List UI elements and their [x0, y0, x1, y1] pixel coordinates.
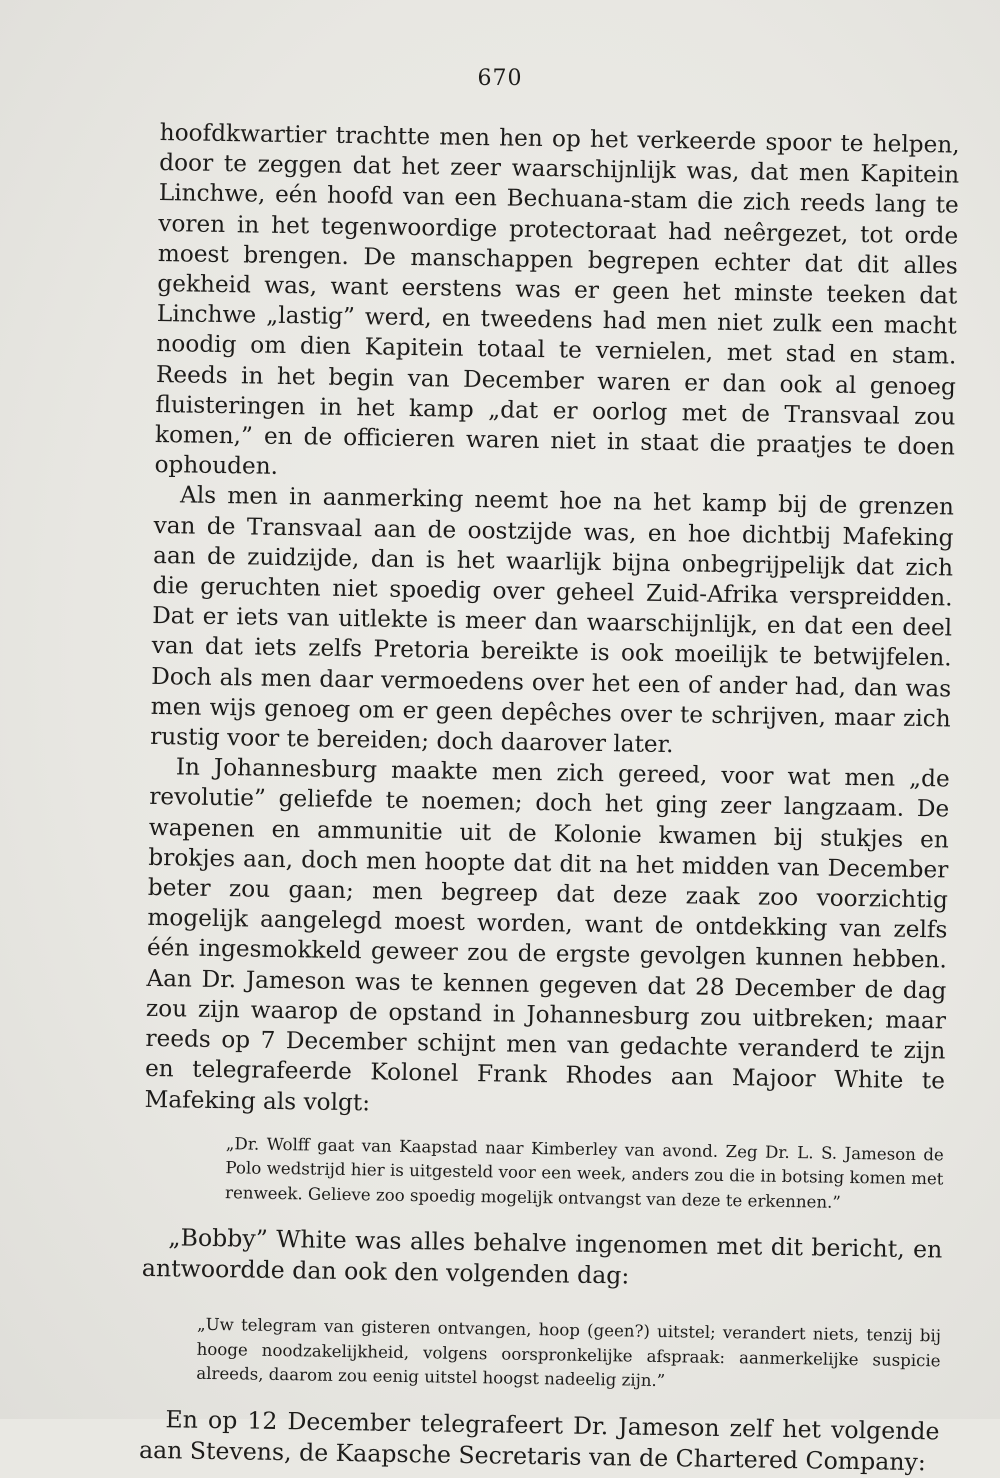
paragraph-2: Als men in aanmerking neemt hoe na het kamp bij de grenzen van de Transvaal aan de oostzijde was, en hoe dichtbij Mafeking aan de zuidzijde, dan is het waarlijk bijna onbegrijpelijk dat zich die geruchten niet spoedig over geheel Zuid-Afrika verspreidden. Dat er iets van uitlekte is meer dan waarschijnlijk, en dat een deel van dat iets zelfs Pretoria bereikte is ook moeilijk te betwijfelen. Doch als men daar vermoedens over het een of ander had, dan was men wijs genoeg om er geen depêches over te schrijven, maar zich rustig voor te bereiden; doch daarover later. — [150, 481, 955, 759]
paragraph-3: In Johannesburg maakte men zich gereed, voor wat men „de revolutie” geliefde te noemen; doch het ging zeer langzaam. De wapenen en ammunitie uit de Kolonie kwamen bij stukjes en brokjes aan, doch men hoopte dat dit na het midden van December beter zou gaan; men begreep dat deze zaak zoo voorzichtig mogelijk aangelegd moest worden, want de ontdekking van zelfs één ingesmokkeld geweer zou de ergste gevolgen kunnen hebben. Aan Dr. Jameson was te kennen gegeven dat 28 December de dag zou zijn waarop de opstand in Johannesburg zou uitbreken; maar reeds op 7 December schijnt men van gedachte veranderd te zijn en telegrafeerde Kolonel Frank Rhodes aan Majoor White te Mafeking als volgt: — [144, 753, 950, 1116]
paragraph-1: hoofdkwartier trachtte men hen op het verkeerde spoor te helpen, door te zeggen dat het zeer waarschijnlijk was, dat men Kapitein Linchwe, eén hoofd van een Bechuana-stam die zich reeds lang te voren in het tegenwoordige protectoraat had neêrgezet, tot orde moest brengen. De manschappen begrepen echter dat dit alles gekheid was, want eerstens was er geen het minste teeken dat Linchwe „lastig” werd, en tweedens had men niet zulk een macht noodig om dien Kapitein totaal te vernielen, met stad en stam. Reeds in het begin van December waren er dan ook al genoeg fluisteringen in het kamp „dat er oorlog met de Transvaal zou komen,” en de officieren waren niet in staat die praatjes te doen ophouden. — [154, 118, 960, 481]
page-number: 670 — [477, 66, 523, 91]
paragraph-5: En op 12 December telegrafeert Dr. Jameson zelf het volgende aan Stevens, de Kaapsche Secretaris van de Chartered Company: — [138, 1404, 940, 1476]
paragraph-4: „Bobby” White was alles behalve ingenomen met dit bericht, en antwoordde dan ook den volgenden dag: — [141, 1223, 943, 1290]
telegram-quote-1: „Dr. Wolff gaat van Kaapstad naar Kimberley van avond. Zeg Dr. L. S. Jameson de Polo wedstrijd hier is uitgesteld voor een week, anders zou die in botsing komen met renweek. Gelieve zoo spoedig mogelijk ontvangst van deze te erkennen.” — [224, 1133, 944, 1212]
telegram-quote-2: „Uw telegram van gisteren ontvangen, hoop (geen?) uitstel; verandert niets, tenzij bij hooge noodzakelijkheid, volgens oorspronkelijke afspraak: aanmerkelijke suspicie alreeds, daarom zou eenig uitstel hoogst nadeelig zijn.” — [196, 1314, 942, 1391]
body-text — [139, 118, 960, 1478]
